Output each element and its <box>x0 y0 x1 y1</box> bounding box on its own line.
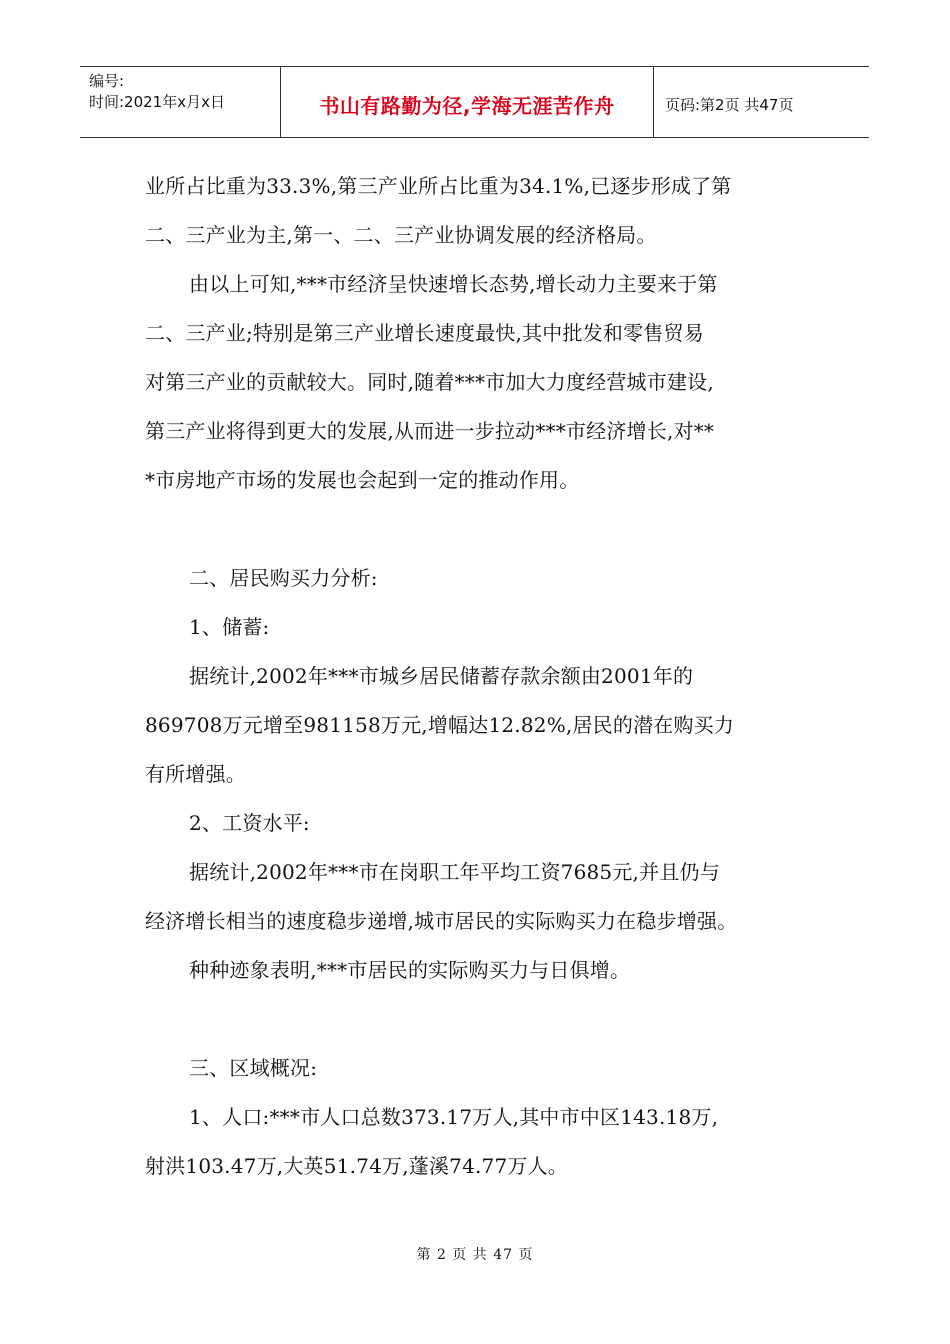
text-line: 种种迹象表明,***市居民的实际购买力与日俱增。 <box>189 958 631 982</box>
header-page-info: 页码:第2页 共47页 <box>665 95 794 114</box>
text-line: 869708万元增至981158万元,增幅达12.82%,居民的潜在购买力 <box>145 713 735 737</box>
text-line: 二、三产业为主,第一、二、三产业协调发展的经济格局。 <box>145 223 657 247</box>
number-label: 编号: <box>89 72 125 90</box>
text-line: 二、三产业;特别是第三产业增长速度最快,其中批发和零售贸易 <box>145 321 704 345</box>
text-line: 由以上可知,***市经济呈快速增长态势,增长动力主要来于第 <box>189 272 718 296</box>
text-line: 1、人口:***市人口总数373.17万人,其中市中区143.18万, <box>189 1105 719 1129</box>
text-line: 经济增长相当的速度稳步递增,城市居民的实际购买力在稳步增强。 <box>145 909 738 933</box>
blank-line <box>145 505 810 554</box>
subsection-heading: 2、工资水平: <box>189 811 310 835</box>
header-motto: 书山有路勤为径,学海无涯苦作舟 <box>281 67 654 137</box>
blank-line <box>145 995 810 1044</box>
header-meta <box>80 67 281 137</box>
page-footer: 第 2 页 共 47 页 <box>416 1247 534 1263</box>
text-line: 业所占比重为33.3%,第三产业所占比重为34.1%,已逐步形成了第 <box>145 174 732 198</box>
section-heading: 二、居民购买力分析: <box>189 566 378 590</box>
page-header <box>80 66 869 138</box>
text-line: 据统计,2002年***市在岗职工年平均工资7685元,并且仍与 <box>189 860 720 884</box>
subsection-heading: 1、储蓄: <box>189 615 270 639</box>
section-heading: 三、区域概况: <box>189 1056 318 1080</box>
text-line: 对第三产业的贡献较大。同时,随着***市加大力度经营城市建设, <box>145 370 714 394</box>
text-line: 射洪103.47万,大英51.74万,蓬溪74.77万人。 <box>145 1154 569 1178</box>
document-body <box>145 162 810 1191</box>
text-line: 有所增强。 <box>145 762 246 786</box>
text-line: 据统计,2002年***市城乡居民储蓄存款余额由2001年的 <box>189 664 694 688</box>
text-line: 第三产业将得到更大的发展,从而进一步拉动***市经济增长,对** <box>145 419 715 443</box>
text-line: *市房地产市场的发展也会起到一定的推动作用。 <box>145 468 580 492</box>
date-label: 时间:2021年x月x日 <box>89 93 225 111</box>
